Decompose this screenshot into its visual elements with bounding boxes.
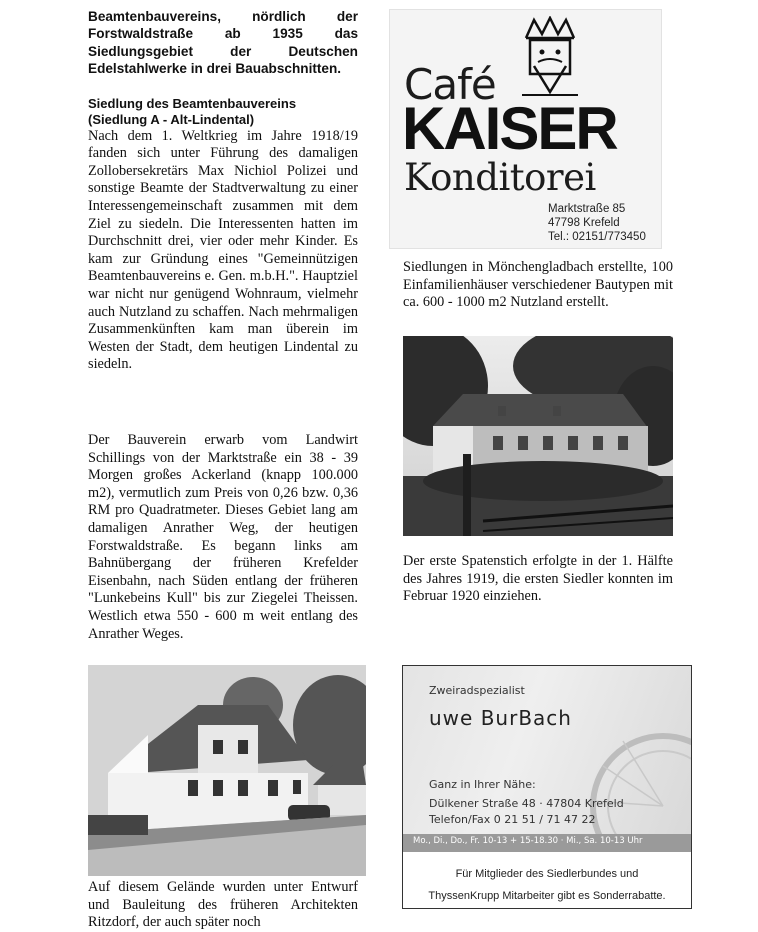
section-heading-line1: Siedlung des Beamtenbauvereins (88, 95, 297, 111)
settlement-house-photo-1 (403, 336, 673, 536)
cafe-label: Café (404, 60, 496, 109)
burbach-card (403, 666, 691, 852)
right-column-text1 (403, 259, 673, 312)
kaiser-city: 47798 Krefeld (548, 217, 620, 229)
paragraph-land: Der Bauverein erwarb vom Landwirt Schillings von der Marktstraße ein 38 - 39 Morgen großes Ackerland (knapp 100.000 m2), vermutlich zum Preis von 0,26 bzw. 0,36 RM pro Quadratmeter. Dieses Gebiet lang am damaligen Anrather Weg, der heutigen Forstwaldstraße. Es begann links am Bahnübergang der früheren Krefelder Eisenbahn, nach Süden entlang der früheren "Lunkebeins Kull" bis zur Ziegelei Theissen. Westlich etwa 550 - 600 m weit entlang des Anrather Weges. (88, 432, 358, 642)
kaiser-street: Marktstraße 85 (548, 203, 626, 215)
king-crown-logo (520, 16, 580, 96)
burbach-name: uwe BurBach (429, 706, 572, 730)
right-column-text2 (403, 553, 673, 606)
paragraph-history: Nach dem 1. Weltkrieg im Jahre 1918/19 fanden sich unter Führung des damaligen Zollobersekretärs Max Nichiol Polizei und sonstige Beamte der Stadtverwaltung zu einer Interessengemeinschaft zusammen mit dem Ziel zu siedeln. Die Interessenten hatten im Durchschnitt drei, vier oder mehr Kinder. Es kam zur Gründung eines "Gemeinnützigen Beamtenbauvereins e. Gen. m.b.H.". Hauptziel war nicht nur genügend Wohnraum, vielmehr auch Nutzland zu schaffen. Nach mehrmaligen Zusammenkünften kam man überein im Westen der Stadt, dem heutigen Lindental zu siedeln. (88, 127, 358, 373)
burbach-street: Dülkener Straße 48 · 47804 Krefeld (429, 797, 624, 810)
kaiser-label: KAISER (402, 95, 617, 162)
left-column-bottom (88, 432, 358, 643)
house-photo-1-image (403, 336, 673, 536)
cafe-kaiser-ad (389, 9, 662, 249)
konditorei-label: Konditorei (404, 156, 596, 199)
kaiser-phone: Tel.: 02151/773450 (548, 231, 646, 243)
house-photo-2-image (88, 665, 366, 876)
intro-paragraph: Beamtenbauvereins, nördlich der Forstwaldstraße ab 1935 das Siedlungsgebiet der Deutschen Edelstahlwerke in drei Bauabschnitten. (88, 9, 358, 77)
architect-paragraph: Auf diesem Gelände wurden unter Entwurf und Bauleitung des früheren Architekten Ritzdorf, der auch später noch (88, 879, 358, 931)
members-line-1: Für Mitglieder des Siedlerbundes und (455, 868, 639, 880)
left-column-top (88, 8, 358, 374)
specialist-label: Zweiradspezialist (429, 684, 525, 697)
bicycle-wheel-icon (583, 726, 692, 836)
settlement-house-photo-2 (88, 665, 366, 876)
settlement-paragraph: Siedlungen in Mönchengladbach erstellte, 100 Einfamilienhäuser verschiedener Bautypen mit ca. 600 - 1000 m2 Nutzland erstellt. (403, 259, 673, 311)
kaiser-address (548, 202, 646, 244)
burbach-ad (402, 665, 692, 909)
members-line-2: ThyssenKrupp Mitarbeiter gibt es Sonderrabatte. (428, 890, 666, 902)
left-column-bottom-caption (88, 879, 358, 932)
groundbreaking-paragraph: Der erste Spatenstich erfolgte in der 1. Hälfte des Jahres 1919, die ersten Siedler konnten im Februar 1920 einziehen. (403, 553, 673, 605)
hours-bar (403, 834, 691, 852)
near-label: Ganz in Ihrer Nähe: (429, 778, 536, 791)
burbach-phone: Telefon/Fax 0 21 51 / 71 47 22 (429, 813, 596, 826)
section-heading-line2: (Siedlung A - Alt-Lindental) (88, 111, 255, 127)
opening-hours: Mo., Di., Do., Fr. 10-13 + 15-18.30 · Mi., Sa. 10-13 Uhr (413, 836, 643, 846)
